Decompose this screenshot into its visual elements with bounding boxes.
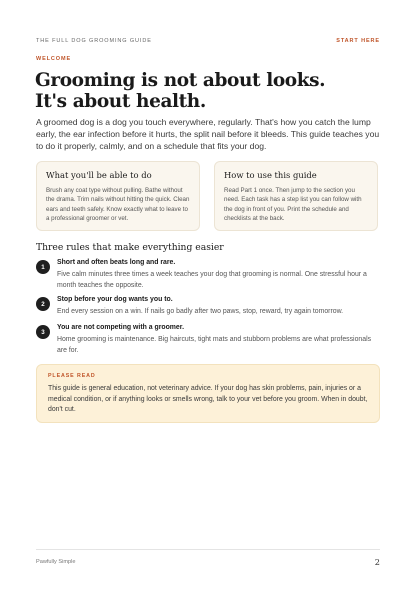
disclaimer-label: PLEASE READ <box>48 373 96 379</box>
rule-heading: Stop before your dog wants you to. <box>57 296 173 303</box>
intro-paragraph: A groomed dog is a dog you touch everywhere, regularly. That's how you catch the lump early, the ear infection before it hurts, the split nail before it bleeds. This guide teaches you to do it properly, calmly, and on a schedule that fits your dog. <box>36 117 380 152</box>
rule-body <box>57 323 380 356</box>
rule-text: Home grooming is maintenance. Big haircuts, tight mats and stubborn problems are what professionals are for. <box>57 336 372 354</box>
outcomes-card <box>36 161 200 231</box>
how-to-use-card-text: Read Part 1 once. Then jump to the section you need. Each task has a step list you can follow with the dog in front of you. Print the schedule and checklists at the back. <box>224 187 362 223</box>
rule-body <box>57 295 380 317</box>
outcomes-card-text: Brush any coat type without pulling. Bathe without the drama. Trim nails without hitting the quick. Clean ears and teeth safely. Know exactly what to leave to a professional groomer or vet. <box>46 187 190 223</box>
page-number: 2 <box>374 557 380 567</box>
page-title-line-1: Grooming is not about looks. <box>35 70 326 91</box>
rules-title: Three rules that make everything easier <box>36 242 224 253</box>
rule-number-badge: 1 <box>36 260 50 274</box>
outcomes-card-title: What you'll be able to do <box>46 170 152 180</box>
rule-heading: You are not competing with a groomer. <box>57 324 184 331</box>
guide-title: THE FULL DOG GROOMING GUIDE <box>36 38 152 44</box>
page-title <box>35 70 375 112</box>
rule-heading: Short and often beats long and rare. <box>57 259 176 266</box>
footer-divider <box>36 549 380 550</box>
rule-number-badge: 2 <box>36 297 50 311</box>
how-to-use-card <box>214 161 378 231</box>
rule-number-badge: 3 <box>36 325 50 339</box>
section-eyebrow: WELCOME <box>36 56 72 62</box>
footer-brand: Pawfully Simple <box>36 559 76 565</box>
how-to-use-card-title: How to use this guide <box>224 170 317 180</box>
start-here-link[interactable]: START HERE <box>336 38 380 44</box>
rule-text: Five calm minutes three times a week teaches your dog that grooming is normal. One stressful hour a month teaches the opposite. <box>57 271 367 289</box>
page-title-line-2: It's about health. <box>35 91 206 112</box>
rule-text: End every session on a win. If nails go badly after two paws, stop, reward, try again tomorrow. <box>57 308 344 315</box>
rule-body <box>57 258 380 291</box>
page-header <box>36 36 380 46</box>
disclaimer-text: This guide is general education, not veterinary advice. If your dog has skin problems, pain, injuries or a medical condition, or if anything looks or smells wrong, talk to your vet before you groom. When in doubt, don't cut. <box>48 385 368 413</box>
disclaimer-callout <box>36 364 380 423</box>
